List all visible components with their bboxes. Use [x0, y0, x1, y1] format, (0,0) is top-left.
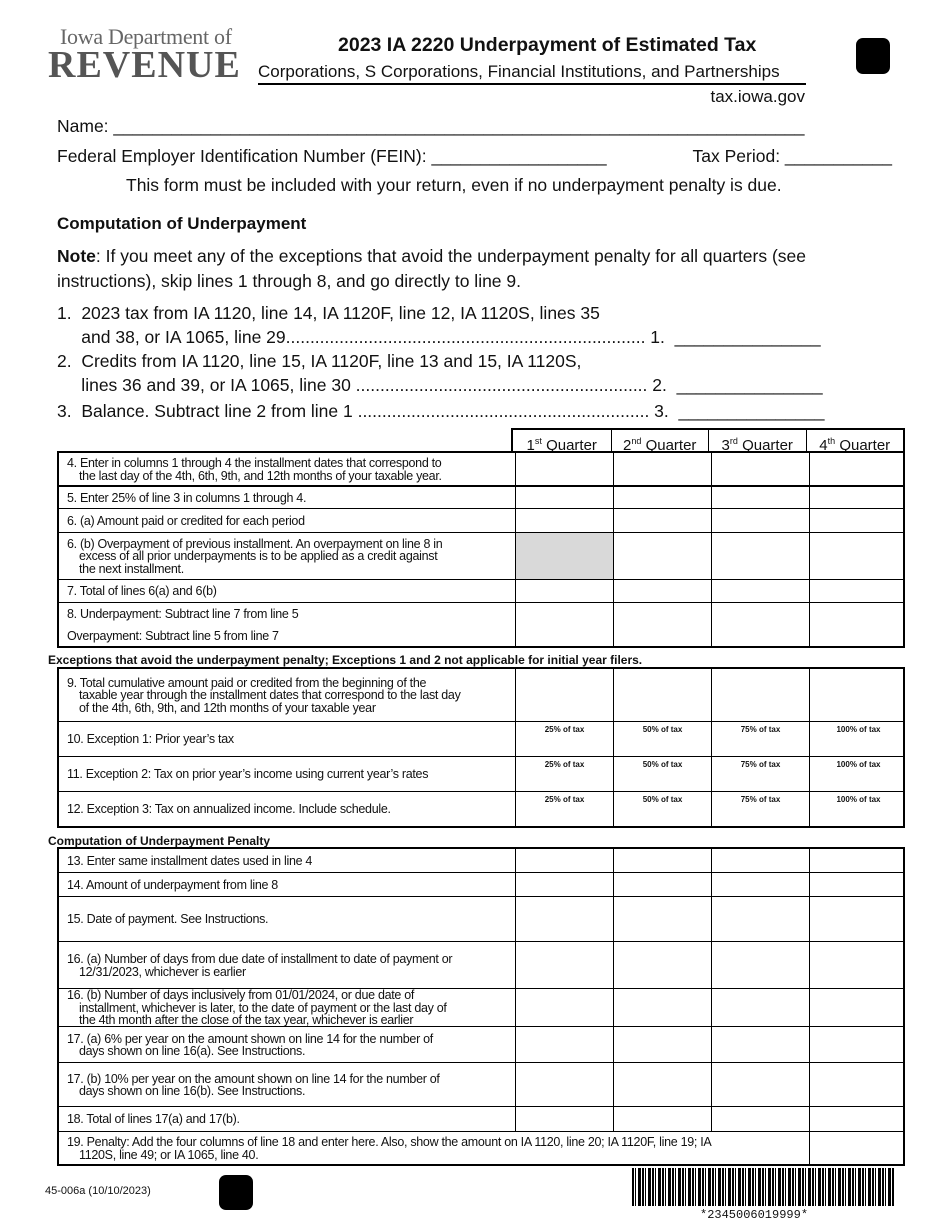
row-label-line: days shown on line 16(b). See Instructions. [79, 1084, 306, 1098]
quarter-4-cell[interactable] [809, 1027, 907, 1062]
row-label [59, 1027, 515, 1062]
table-row [59, 849, 903, 872]
line-2-text: lines 36 and 39, or IA 1065, line 30 ............................................................ 2. _______________ [57, 375, 823, 395]
row-label [59, 897, 515, 941]
note [57, 244, 877, 294]
penalty-table [57, 847, 905, 1166]
quarter-4-cell[interactable] [809, 603, 907, 646]
quarter-1-cell[interactable] [515, 897, 613, 941]
row-label-line: 14. Amount of underpayment from line 8 [67, 877, 278, 892]
quarter-3-cell[interactable] [711, 453, 809, 485]
barcode [632, 1168, 894, 1206]
row-label-line: 11. Exception 2: Tax on prior year’s income using current year’s rates [67, 767, 429, 782]
row-label [59, 509, 515, 532]
quarter-3-cell[interactable] [711, 942, 809, 988]
quarter-label-part: Quarter [641, 437, 697, 454]
table-row [59, 579, 903, 602]
note-text: : If you meet any of the exceptions that avoid the underpayment penalty for all quarters (see instructions), skip lines 1 through 8, and go directly to line 9. [57, 246, 807, 291]
quarter-2-cell[interactable] [613, 989, 711, 1026]
row-label [59, 580, 515, 602]
quarter-3-cell[interactable] [711, 897, 809, 941]
quarter-2-cell[interactable] [613, 942, 711, 988]
quarter-4-cell[interactable] [809, 722, 907, 756]
quarter-4-cell[interactable] [809, 989, 907, 1026]
percent-label: 50% of tax [642, 760, 683, 769]
row-label-line: 17. (a) 6% per year on the amount shown on line 14 for the number of [67, 1031, 433, 1046]
quarter-3-cell[interactable] [711, 989, 809, 1026]
quarter-label-part: Quarter [835, 437, 891, 454]
quarter-1-cell[interactable] [515, 487, 613, 508]
quarter-3-cell[interactable] [711, 1107, 809, 1131]
exceptions-table [57, 667, 905, 828]
tax-period-field[interactable]: Tax Period: ___________ [692, 146, 892, 166]
logo-top-text: Iowa Department of [60, 24, 232, 49]
percent-label: 75% of tax [740, 795, 781, 804]
quarter-1-cell[interactable] [515, 1027, 613, 1062]
quarter-2-cell[interactable] [613, 453, 711, 485]
quarter-3-cell[interactable] [711, 757, 809, 791]
quarter-2-cell[interactable] [613, 873, 711, 896]
row-label [59, 603, 515, 646]
quarter-1-cell[interactable] [515, 849, 613, 872]
table-row [59, 1131, 903, 1164]
quarter-1-cell[interactable] [515, 603, 613, 646]
row-label-line: 16. (a) Number of days from due date of installment to date of payment or [67, 952, 453, 966]
row-label-line: 9. Total cumulative amount paid or credited from the beginning of the [67, 675, 427, 690]
quarter-2-cell[interactable] [613, 792, 711, 826]
quarter-4-cell[interactable] [809, 533, 907, 579]
name-field[interactable]: Name: _______________________________________________________________________ [57, 116, 805, 136]
quarter-1-cell[interactable] [515, 1063, 613, 1106]
row-label-line: 18. Total of lines 17(a) and 17(b). [67, 1112, 240, 1127]
note-label: Note [57, 246, 96, 266]
line-2-text: 2. Credits from IA 1120, line 15, IA 1120F, line 13 and 15, IA 1120S, [57, 351, 582, 371]
percent-label: 100% of tax [836, 760, 881, 769]
percent-label: 25% of tax [544, 760, 585, 769]
row-label [59, 669, 515, 721]
quarter-2-cell[interactable] [613, 533, 711, 579]
table-row [59, 872, 903, 896]
barcode-text: *2345006019999* [700, 1208, 809, 1222]
row-label [59, 1132, 809, 1164]
quarter-2-cell[interactable] [613, 1107, 711, 1131]
row-label [59, 1107, 515, 1131]
row-label-line: 7. Total of lines 6(a) and 6(b) [67, 584, 217, 599]
quarter-2-cell[interactable] [613, 757, 711, 791]
form-subtitle: Corporations, S Corporations, Financial Institutions, and Partnerships [258, 62, 806, 85]
row-label [59, 989, 515, 1026]
percent-label: 100% of tax [836, 725, 881, 734]
quarter-header-4 [806, 430, 904, 452]
table-row [59, 791, 903, 826]
quarter-4-cell[interactable] [809, 873, 907, 896]
quarter-label-part: rd [729, 436, 738, 446]
table-row [59, 602, 903, 646]
fein-field[interactable]: Federal Employer Identification Number (FEIN): __________________ [57, 146, 607, 166]
quarter-2-cell[interactable] [613, 1063, 711, 1106]
quarter-3-cell[interactable] [711, 487, 809, 508]
row-label [59, 1063, 515, 1106]
percent-label: 25% of tax [544, 725, 585, 734]
notice: This form must be included with your return, even if no underpayment penalty is due. [126, 175, 782, 195]
row-label-line: 15. Date of payment. See Instructions. [67, 912, 269, 927]
quarter-2-cell[interactable] [613, 897, 711, 941]
amount-cell[interactable] [809, 1132, 902, 1164]
table-row [59, 1106, 903, 1131]
quarter-3-cell[interactable] [711, 1027, 809, 1062]
quarter-1-cell[interactable] [515, 580, 613, 602]
quarter-1-cell[interactable] [515, 792, 613, 826]
quarter-label-part: 3 [721, 437, 730, 454]
percent-label: 25% of tax [544, 795, 585, 804]
table-row [59, 988, 903, 1026]
row-label-line: 12/31/2023, whichever is earlier [79, 964, 246, 979]
quarter-2-cell[interactable] [613, 487, 711, 508]
quarter-3-cell[interactable] [711, 849, 809, 872]
row-label-line: 17. (b) 10% per year on the amount shown on line 14 for the number of [67, 1071, 440, 1086]
quarter-label-part: th [827, 436, 836, 446]
table-row [59, 1062, 903, 1106]
row-label [59, 942, 515, 988]
row-label-line: 1120S, line 49; or IA 1065, line 40. [79, 1147, 259, 1162]
registration-mark [856, 38, 890, 74]
percent-label: 75% of tax [740, 760, 781, 769]
row-label-line: days shown on line 16(a). See Instructions. [79, 1044, 306, 1058]
percent-label: 50% of tax [642, 795, 683, 804]
quarter-label-part: nd [631, 436, 642, 446]
row-label-line: 10. Exception 1: Prior year’s tax [67, 732, 234, 747]
form-title: 2023 IA 2220 Underpayment of Estimated Tax [338, 34, 757, 56]
logo-revenue: REVENUE [48, 44, 241, 86]
quarter-header-3 [708, 430, 806, 452]
quarter-3-cell[interactable] [711, 533, 809, 579]
table-row [59, 1026, 903, 1062]
quarter-3-cell[interactable] [711, 580, 809, 602]
quarter-1-cell[interactable] [515, 873, 613, 896]
row-label-line: 5. Enter 25% of line 3 in columns 1 through 4. [67, 490, 307, 505]
quarter-header [511, 428, 905, 452]
quarter-1-cell[interactable] [515, 509, 613, 532]
quarter-3-cell[interactable] [711, 873, 809, 896]
quarter-label-part: Quarter [541, 437, 597, 454]
quarter-1-cell[interactable] [515, 757, 613, 791]
row-label [59, 487, 515, 508]
row-label-line: 6. (a) Amount paid or credited for each period [67, 513, 305, 528]
row-label-line: of the 4th, 6th, 9th, and 12th months of your taxable year [79, 700, 376, 715]
quarter-4-cell[interactable] [809, 1107, 907, 1131]
quarter-2-cell[interactable] [613, 1027, 711, 1062]
row-label-line: 6. (b) Overpayment of previous installment. An overpayment on line 8 in [67, 536, 443, 551]
percent-label: 100% of tax [836, 795, 881, 804]
registration-mark [219, 1175, 253, 1210]
row-label [59, 849, 515, 872]
quarter-4-cell[interactable] [809, 509, 907, 532]
row-label-line: installment, whichever is later, to the date of payment or the last day of [79, 1000, 447, 1015]
row-label [59, 453, 515, 485]
installment-table [57, 451, 905, 648]
quarter-1-cell[interactable] [515, 453, 613, 485]
quarter-1-cell[interactable] [515, 989, 613, 1026]
quarter-3-cell[interactable] [711, 1063, 809, 1106]
quarter-4-cell[interactable] [809, 897, 907, 941]
quarter-2-cell[interactable] [613, 849, 711, 872]
row-label [59, 792, 515, 826]
quarter-4-cell[interactable] [809, 1063, 907, 1106]
row-label-line: 19. Penalty: Add the four columns of line 18 and enter here. Also, show the amount on IA 1120, line 20; IA 1120F, line 19; IA [67, 1135, 712, 1149]
quarter-label-part: 1 [526, 437, 535, 454]
penalty-caption: Computation of Underpayment Penalty [48, 834, 271, 848]
quarter-1-cell[interactable] [515, 942, 613, 988]
line-1-text: 1. 2023 tax from IA 1120, line 14, IA 1120F, line 12, IA 1120S, lines 35 [57, 303, 600, 323]
website: tax.iowa.gov [710, 87, 805, 106]
quarter-2-cell[interactable] [613, 603, 711, 646]
quarter-4-cell[interactable] [809, 453, 907, 485]
row-label-line: 12. Exception 3: Tax on annualized income. Include schedule. [67, 802, 391, 817]
percent-label: 75% of tax [740, 725, 781, 734]
quarter-4-cell[interactable] [809, 942, 907, 988]
quarter-2-cell[interactable] [613, 509, 711, 532]
quarter-2-cell[interactable] [613, 669, 711, 721]
quarter-4-cell[interactable] [809, 849, 907, 872]
quarter-4-cell[interactable] [809, 487, 907, 508]
quarter-1-cell[interactable] [515, 669, 613, 721]
quarter-1-cell[interactable] [515, 722, 613, 756]
quarter-label-part: Quarter [737, 437, 793, 454]
quarter-1-cell[interactable] [515, 533, 613, 579]
quarter-header-2 [611, 430, 709, 452]
quarter-3-cell[interactable] [711, 509, 809, 532]
quarter-3-cell[interactable] [711, 603, 809, 646]
row-label-line: the 4th month after the close of the tax year, whichever is earlier [79, 1013, 414, 1028]
quarter-4-cell[interactable] [809, 580, 907, 602]
form-id: 45-006a (10/10/2023) [45, 1185, 151, 1197]
quarter-4-cell[interactable] [809, 757, 907, 791]
table-row [59, 756, 903, 791]
row-label-line: Overpayment: Subtract line 5 from line 7 [67, 628, 279, 643]
quarter-3-cell[interactable] [711, 669, 809, 721]
row-label-line: the last day of the 4th, 6th, 9th, and 12th months of your taxable year. [79, 468, 442, 483]
quarter-1-cell[interactable] [515, 1107, 613, 1131]
row-label [59, 722, 515, 756]
percent-label: 50% of tax [642, 725, 683, 734]
quarter-2-cell[interactable] [613, 580, 711, 602]
table-row [59, 453, 903, 485]
row-label-line: the next installment. [79, 561, 184, 576]
row-label-line: taxable year through the installment dates that correspond to the last day [79, 688, 461, 703]
row-label [59, 533, 515, 579]
quarter-header-1 [513, 430, 611, 452]
quarter-4-cell[interactable] [809, 792, 907, 826]
row-label-line: 16. (b) Number of days inclusively from 01/01/2024, or due date of [67, 988, 415, 1003]
line-1-text: and 38, or IA 1065, line 29.......................................................................... 1. _______________ [57, 327, 821, 347]
row-label [59, 873, 515, 896]
line-3-text: 3. Balance. Subtract line 2 from line 1 ............................................................ 3. _______________ [57, 401, 825, 421]
row-label-line: 4. Enter in columns 1 through 4 the installment dates that correspond to [67, 456, 442, 470]
exceptions-caption: Exceptions that avoid the underpayment penalty; Exceptions 1 and 2 not applicable for initial year filers. [48, 653, 643, 667]
table-row [59, 508, 903, 532]
quarter-4-cell[interactable] [809, 669, 907, 721]
table-row [59, 721, 903, 756]
table-row [59, 941, 903, 988]
section-heading: Computation of Underpayment [57, 214, 307, 233]
table-row [59, 532, 903, 579]
row-label [59, 757, 515, 791]
row-label-line: 13. Enter same installment dates used in line 4 [67, 853, 313, 868]
quarter-3-cell[interactable] [711, 792, 809, 826]
quarter-label-part: 4 [819, 437, 828, 454]
row-label-line: excess of all prior underpayments is to be applied as a credit against [79, 549, 438, 564]
quarter-3-cell[interactable] [711, 722, 809, 756]
row-label-line: 8. Underpayment: Subtract line 7 from line 5 [67, 607, 299, 621]
quarter-2-cell[interactable] [613, 722, 711, 756]
table-row [59, 669, 903, 721]
table-row [59, 896, 903, 941]
quarter-label-part: 2 [623, 437, 632, 454]
quarter-label-part: st [534, 436, 542, 446]
table-row [59, 485, 903, 508]
